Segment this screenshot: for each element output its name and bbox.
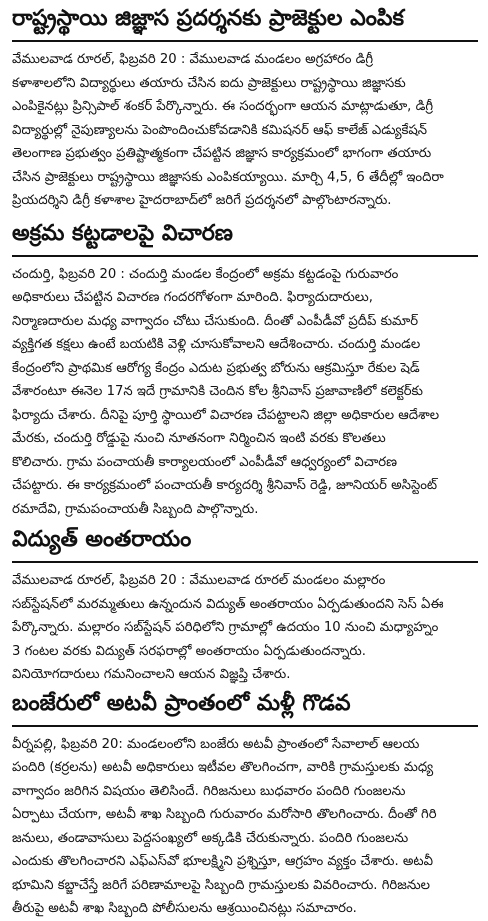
article-headline: బంజేరులో అటవీ ప్రాంతంలో మళ్లీ గొడవ: [12, 689, 478, 727]
article-body: [12, 263, 478, 522]
article-line: చేసిన ప్రాజెక్టులు రాష్ట్రస్థాయి జిజ్ఞాసకు ఎంపికయ్యాయి. మార్చి 4,5, 6 తేదీల్లో ఇందిరా: [12, 169, 444, 185]
article-line: మేరకు, చందుర్తి రోడ్డుపై నుంచి నూతనంగా నిర్మించిన ఇంటి వరకు కొలతలు: [12, 431, 386, 446]
article-body: [12, 733, 478, 921]
article-headline: రాష్ట్రస్థాయి జిజ్ఞాస ప్రదర్శనకు ప్రాజెక్టుల ఎంపిక: [12, 4, 478, 42]
article-line: రమాదేవి, గ్రామపంచాయతీ సిబ్బంది పాల్గొన్నారు.: [12, 501, 259, 517]
article-line: సబ్‌స్టేషన్‌లో మరమ్మతులు ఉన్నందున విద్యుత్ అంతరాయం ఏర్పడుతుందని సెస్ ఏఈ: [12, 596, 444, 612]
article-power-outage: [12, 525, 478, 687]
article-line: కళాశాలలోని విద్యార్థులు తయారు చేసిన ఐదు ప్రాజెక్టులు రాష్ట్రస్థాయి జిజ్ఞాసకు: [12, 75, 406, 91]
article-line: కేంద్రంలోని ప్రాథమిక ఆరోగ్య కేంద్రం ఎదుట ప్రభుత్వ బోరును ఆక్రమిస్తూ రేకుల షెడ్: [12, 360, 420, 376]
article-line: వ్యక్తిగత కక్షలు ఉంటే బయటికి వెళ్లి చూసుకోవాలని ఆదేశించారు. చందుర్తి మండల: [12, 337, 421, 352]
article-line: ఫిర్యాదు చేశారు. దీనిపై పూర్తి స్థాయిలో విచారణ చేపట్టాలని జిల్లా అధికారుల ఆదేశాల: [12, 407, 440, 423]
article-line: వేములవాడ రూరల్, ఫిబ్రవరి 20 : వేములవాడ మండలం అగ్రహారం డిగ్రీ: [12, 52, 374, 67]
article-line: జనులు, తండావాసులు పెద్దసంఖ్యలో అక్కడికి చేరుకున్నారు. పందిరి గుంజలను: [12, 830, 409, 846]
article-headline: అక్రమ కట్టడాలపై విచారణ: [12, 219, 478, 257]
article-line: చందుర్తి, ఫిబ్రవరి 20 : చందుర్తి మండల కేంద్రంలో అక్రమ కట్టడంపై గురువారం: [12, 266, 399, 282]
article-line: ప్రియదర్శిని డిగ్రీ కళాశాల హైదరాబాద్‌లో జరిగే ప్రదర్శనలో పాల్గొంటారన్నారు.: [12, 193, 392, 208]
article-line: పందిరి (కర్రలను) అటవీ అధికారులు ఇటీవల తొలగించగా, వారికి గ్రామస్తులకు మధ్య: [12, 760, 434, 775]
article-line: వేములవాడ రూరల్, ఫిబ్రవరి 20 : వేములవాడ రూరల్ మండలం మల్లారం: [12, 573, 386, 588]
article-body: [12, 569, 478, 687]
article-line: ఏర్పాటు చేయగా, అటవీ శాఖ సిబ్బంది గురువారం మరోసారి తొలగించారు. దీంతో గిరి: [12, 807, 437, 822]
article-line: నిర్మాణదారుల మధ్య వాగ్వాదం చోటు చేసుకుంది. దీంతో ఎంపీడీవో ప్రదీప్ కుమార్: [12, 313, 419, 329]
article-line: వీర్నపల్లి, ఫిబ్రవరి 20: మండలంలోని బంజేరు అటవీ ప్రాంతంలో సేవాలాల్ ఆలయ: [12, 736, 420, 752]
article-illegal-constructions: [12, 219, 478, 522]
article-line: భూమిని కబ్జాచేస్తే జరిగే పరిణామాలపై సిబ్బంది గ్రామస్తులకు వివరించారు. గిరిజనుల: [12, 877, 431, 893]
article-line: వినియోగదారులు గమనించాలని ఆయన విజ్ఞప్తి చేశారు.: [12, 667, 291, 682]
article-line: ఎంపికైనట్లు ప్రిన్సిపాల్ శంకర్ పేర్కొన్నారు. ఈ సందర్భంగా ఆయన మాట్లాడుతూ, డిగ్రీ: [12, 99, 434, 114]
article-line: ఎందుకు తొలగించారని ఎఫ్ఎస్‌వో భూలక్ష్మిని ప్రశ్నిస్తూ, ఆగ్రహం వ్యక్తం చేశారు. అటవీ: [12, 854, 433, 869]
article-headline: విద్యుత్ అంతరాయం: [12, 525, 478, 563]
article-line: చేపట్టారు. ఈ కార్యక్రమంలో పంచాయతీ కార్యదర్శి శ్రీనివాస్ రెడ్డి, జూనియర్ అసిస్టెంట్: [12, 478, 438, 493]
article-line: విద్యార్థుల్లో నైపుణ్యాలను పెంపొందించుకోవడానికి కమిషనర్ ఆఫ్ కాలేజ్ ఎడ్యుకేషన్: [12, 122, 428, 138]
article-line: పేర్కొన్నారు. మల్లారం సబ్‌స్టేషన్ పరిధిలోని గ్రామాల్లో ఉదయం 10 నుంచి మధ్యాహ్నం: [12, 620, 439, 635]
article-line: 3 గంటల వరకు విద్యుత్ సరఫరాల్లో అంతరాయం ఏర్పడుతుందన్నారు.: [12, 643, 366, 659]
article-forest-dispute: [12, 689, 478, 921]
article-line: తీరుపై అటవీ శాఖ సిబ్బంది పోలీసులను ఆశ్రయించినట్లు సమాచారం.: [12, 901, 357, 916]
article-jignasa-projects: [12, 4, 478, 213]
article-body: [12, 48, 478, 213]
article-line: వేశారంటూ ఈనెల 17న ఇదే గ్రామానికి చెందిన కోల శ్రీనివాస్ ప్రజావాణిలో కలెక్టర్‌కు: [12, 384, 423, 399]
article-line: కొలిచారు. గ్రామ పంచాయతీ కార్యాలయంలో ఎంపీడీవో ఆధ్వర్యంలో విచారణ: [12, 454, 398, 470]
article-line: అధికారులు చేపట్టిన విచారణ గందరగోళంగా మారింది. ఫిర్యాదుదారులు,: [12, 290, 373, 305]
article-line: తెలంగాణ ప్రభుత్వం ప్రతిష్టాత్మకంగా చేపట్టిన జిజ్ఞాస కార్యక్రమంలో భాగంగా తయారు: [12, 146, 432, 161]
article-line: వాగ్వాదం జరిగిన విషయం తెలిసిందే. గిరిజనులు బుధవారం పందిరి గుంజలను: [12, 783, 406, 799]
